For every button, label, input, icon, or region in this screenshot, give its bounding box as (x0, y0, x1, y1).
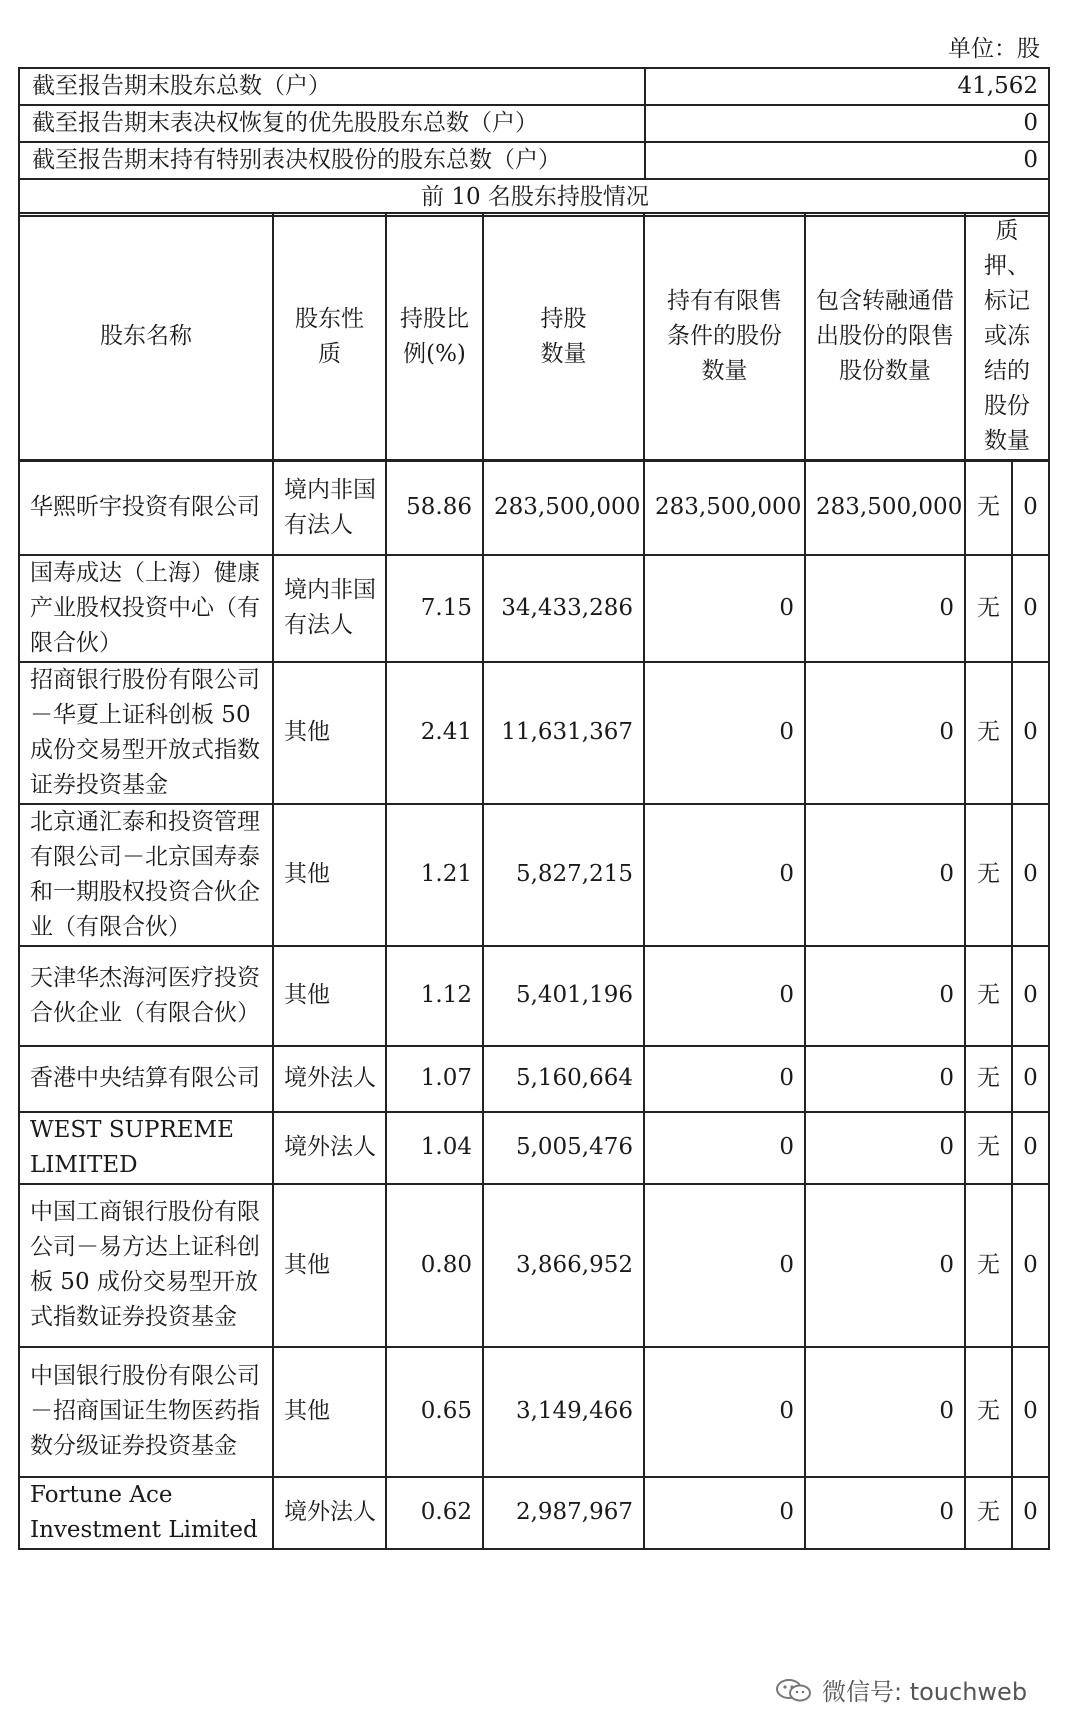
summary-row (19, 142, 1049, 179)
cell-lending: 0 (805, 662, 965, 804)
cell-shares: 2,987,967 (483, 1477, 644, 1549)
cell-ratio: 0.62 (386, 1477, 483, 1549)
cell-ratio: 2.41 (386, 662, 483, 804)
cell-shares: 5,401,196 (483, 946, 644, 1046)
cell-pledge: 0 (1012, 1112, 1049, 1184)
cell-name: 中国银行股份有限公司－招商国证生物医药指数分级证券投资基金 (19, 1347, 273, 1477)
cell-shares: 34,433,286 (483, 555, 644, 662)
cell-nature: 境外法人 (273, 1046, 386, 1112)
header-name: 股东名称 (19, 213, 273, 461)
cell-status: 无 (965, 461, 1012, 555)
cell-restricted: 0 (644, 1184, 805, 1347)
shareholders-table (18, 212, 1050, 1550)
cell-lending: 0 (805, 946, 965, 1046)
table-row (19, 662, 1049, 804)
cell-nature: 境外法人 (273, 1112, 386, 1184)
cell-status: 无 (965, 946, 1012, 1046)
summary-row (19, 105, 1049, 142)
cell-pledge: 0 (1012, 804, 1049, 946)
cell-lending: 0 (805, 555, 965, 662)
table-row (19, 1477, 1049, 1549)
summary-value: 0 (645, 142, 1049, 179)
cell-nature: 境内非国有法人 (273, 461, 386, 555)
cell-shares: 11,631,367 (483, 662, 644, 804)
cell-ratio: 1.12 (386, 946, 483, 1046)
cell-restricted: 0 (644, 804, 805, 946)
section-title: 前 10 名股东持股情况 (19, 179, 1049, 216)
cell-restricted: 0 (644, 1046, 805, 1112)
cell-status: 无 (965, 555, 1012, 662)
unit-label: 单位：股 (948, 36, 1040, 62)
cell-name: 北京通汇泰和投资管理有限公司－北京国寿泰和一期股权投资合伙企业（有限合伙） (19, 804, 273, 946)
table-row (19, 461, 1049, 555)
table-row (19, 804, 1049, 946)
cell-status: 无 (965, 1347, 1012, 1477)
cell-lending: 0 (805, 1112, 965, 1184)
cell-pledge: 0 (1012, 662, 1049, 804)
cell-shares: 3,149,466 (483, 1347, 644, 1477)
cell-restricted: 0 (644, 662, 805, 804)
cell-nature: 其他 (273, 804, 386, 946)
cell-shares: 3,866,952 (483, 1184, 644, 1347)
summary-label: 截至报告期末股东总数（户） (19, 68, 645, 105)
table-row (19, 946, 1049, 1046)
cell-restricted: 0 (644, 1347, 805, 1477)
cell-pledge: 0 (1012, 1046, 1049, 1112)
wechat-icon (774, 1677, 814, 1703)
cell-lending: 283,500,000 (805, 461, 965, 555)
cell-ratio: 0.80 (386, 1184, 483, 1347)
cell-lending: 0 (805, 1347, 965, 1477)
cell-lending: 0 (805, 1477, 965, 1549)
table-row (19, 1347, 1049, 1477)
cell-shares: 5,827,215 (483, 804, 644, 946)
cell-status: 无 (965, 1112, 1012, 1184)
cell-pledge: 0 (1012, 946, 1049, 1046)
cell-shares: 5,005,476 (483, 1112, 644, 1184)
cell-pledge: 0 (1012, 1347, 1049, 1477)
cell-nature: 其他 (273, 1184, 386, 1347)
cell-name: 国寿成达（上海）健康产业股权投资中心（有限合伙） (19, 555, 273, 662)
cell-name: Fortune Ace Investment Limited (19, 1477, 273, 1549)
cell-shares: 5,160,664 (483, 1046, 644, 1112)
summary-value: 0 (645, 105, 1049, 142)
summary-row (19, 68, 1049, 105)
summary-value: 41,562 (645, 68, 1049, 105)
section-title-row (19, 179, 1049, 216)
cell-pledge: 0 (1012, 1184, 1049, 1347)
cell-ratio: 7.15 (386, 555, 483, 662)
cell-restricted: 0 (644, 946, 805, 1046)
cell-name: WEST SUPREME LIMITED (19, 1112, 273, 1184)
cell-pledge: 0 (1012, 555, 1049, 662)
watermark-text: 微信号: touchweb (822, 1678, 1028, 1706)
cell-name: 香港中央结算有限公司 (19, 1046, 273, 1112)
table-row (19, 1046, 1049, 1112)
cell-nature: 其他 (273, 946, 386, 1046)
cell-nature: 境内非国有法人 (273, 555, 386, 662)
table-row (19, 1184, 1049, 1347)
cell-ratio: 0.65 (386, 1347, 483, 1477)
summary-label: 截至报告期末持有特别表决权股份的股东总数（户） (19, 142, 645, 179)
cell-status: 无 (965, 1184, 1012, 1347)
cell-nature: 境外法人 (273, 1477, 386, 1549)
header-row (19, 213, 1049, 461)
cell-shares: 283,500,000 (483, 461, 644, 555)
cell-restricted: 0 (644, 1112, 805, 1184)
cell-lending: 0 (805, 1184, 965, 1347)
header-pledge: 质押、标记或冻结的股份数量 (965, 213, 1049, 461)
table-row (19, 555, 1049, 662)
cell-pledge: 0 (1012, 1477, 1049, 1549)
cell-restricted: 0 (644, 555, 805, 662)
header-nature: 股东性质 (273, 213, 386, 461)
header-lending: 包含转融通借出股份的限售股份数量 (805, 213, 965, 461)
watermark (774, 1672, 1027, 1707)
header-ratio: 持股比例(%) (386, 213, 483, 461)
cell-pledge: 0 (1012, 461, 1049, 555)
cell-status: 无 (965, 1477, 1012, 1549)
cell-lending: 0 (805, 804, 965, 946)
cell-restricted: 0 (644, 1477, 805, 1549)
cell-name: 天津华杰海河医疗投资合伙企业（有限合伙） (19, 946, 273, 1046)
cell-status: 无 (965, 804, 1012, 946)
header-shares: 持股数量 (483, 213, 644, 461)
summary-label: 截至报告期末表决权恢复的优先股股东总数（户） (19, 105, 645, 142)
cell-ratio: 1.07 (386, 1046, 483, 1112)
cell-lending: 0 (805, 1046, 965, 1112)
cell-ratio: 58.86 (386, 461, 483, 555)
cell-status: 无 (965, 1046, 1012, 1112)
summary-table (18, 67, 1050, 217)
cell-nature: 其他 (273, 1347, 386, 1477)
cell-name: 中国工商银行股份有限公司－易方达上证科创板 50 成份交易型开放式指数证券投资基金 (19, 1184, 273, 1347)
cell-ratio: 1.04 (386, 1112, 483, 1184)
cell-status: 无 (965, 662, 1012, 804)
cell-restricted: 283,500,000 (644, 461, 805, 555)
cell-name: 华熙昕宇投资有限公司 (19, 461, 273, 555)
cell-name: 招商银行股份有限公司－华夏上证科创板 50 成份交易型开放式指数证券投资基金 (19, 662, 273, 804)
cell-nature: 其他 (273, 662, 386, 804)
table-row (19, 1112, 1049, 1184)
header-restricted: 持有有限售条件的股份数量 (644, 213, 805, 461)
cell-ratio: 1.21 (386, 804, 483, 946)
